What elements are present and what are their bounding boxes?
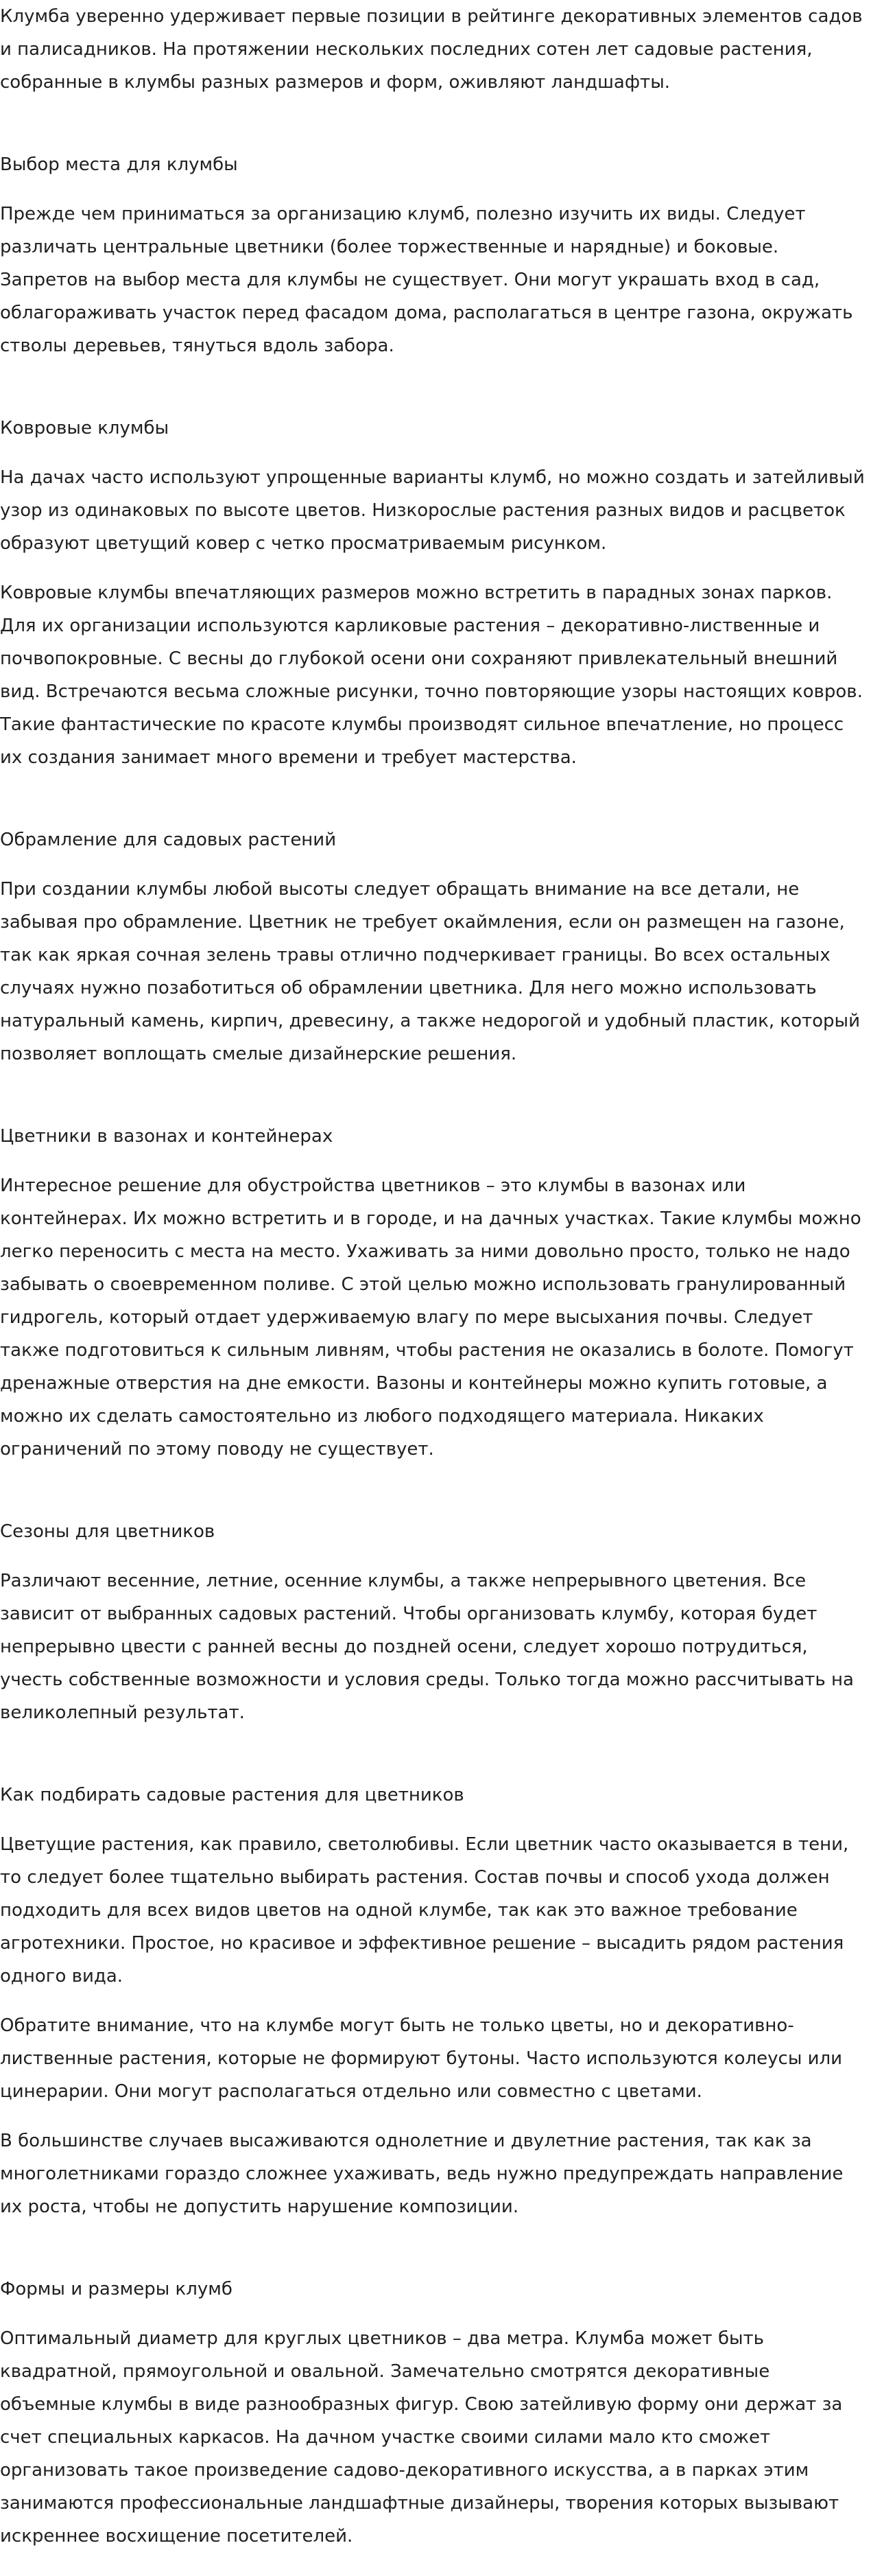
section-heading: Сезоны для цветников [0, 1521, 215, 1542]
section-bed-location [0, 148, 870, 362]
article-intro [0, 0, 870, 99]
section-paragraph: На дачах часто используют упрощенные варианты клумб, но можно создать и затейливый узор из одинаковых по высоте цветов. Низкорослые растения разных видов и расцветок образуют цветущий ковер с четко просматриваемым рисунком. [0, 467, 865, 554]
section-heading: Выбор места для клумбы [0, 154, 238, 175]
section-paragraph: Ковровые клумбы впечатляющих размеров можно встретить в парадных зонах парков. Для их организации используются карликовые растения – декоративно-лиственные и почвопокровные. С весны до глубокой осени они сохраняют привлекательный внешний вид. Встречаются весьма сложные рисунки, точно повторяющие узоры настоящих ковров. Такие фантастические по красоте клумбы производят сильное впечатление, но процесс их создания занимает много времени и требует мастерства. [0, 583, 863, 768]
section-containers [0, 1120, 870, 1466]
section-paragraph: Интересное решение для обустройства цветников – это клумбы в вазонах или контейнерах. Их можно встретить и в городе, и на дачных участках. Такие клумбы можно легко переносить с места на место. Ухаживать за ними довольно просто, только не надо забывать о своевременном поливе. С этой целью можно использовать гранулированный гидрогель, который отдает удерживаемую влагу по мере высыхания почвы. Следует также подготовиться к сильным ливням, чтобы растения не оказались в болоте. Помогут дренажные отверстия на дне емкости. Вазоны и контейнеры можно купить готовые, а можно их сделать самостоятельно из любого подходящего материала. Никаких ограничений по этому поводу не существует. [0, 1175, 861, 1460]
section-shapes-sizes [0, 2273, 870, 2553]
section-carpet-beds [0, 412, 870, 774]
section-paragraph: Оптимальный диаметр для круглых цветников – два метра. Клумба может быть квадратной, прямоугольной и овальной. Замечательно смотрятся декоративные объемные клумбы в виде разнообразных фигур. Свою затейливую форму они держат за счет специальных каркасов. На дачном участке своими силами мало кто сможет организовать такое произведение садово-декоративного искусства, а в парках этим занимаются профессиональные ландшафтные дизайнеры, творения которых вызывают искреннее восхищение посетителей. [0, 2328, 843, 2546]
section-paragraph: Прежде чем приниматься за организацию клумб, полезно изучить их виды. Следует различать центральные цветники (более торжественные и нарядные) и боковые. Запретов на выбор места для клумбы не существует. Они могут украшать вход в сад, облагораживать участок перед фасадом дома, располагаться в центре газона, окружать стволы деревьев, тянуться вдоль забора. [0, 204, 853, 356]
section-heading: Обрамление для садовых растений [0, 830, 337, 850]
section-paragraph: Цветущие растения, как правило, светолюбивы. Если цветник часто оказывается в тени, то следует более тщательно выбирать растения. Состав почвы и способ ухода должен подходить для всех видов цветов на одной клумбе, так как это важное требование агротехники. Простое, но красивое и эффективное решение – высадить рядом растения одного вида. [0, 1834, 849, 1987]
intro-paragraph: Клумба уверенно удерживает первые позиции в рейтинге декоративных элементов садов и палисадников. На протяжении нескольких последних сотен лет садовые растения, собранные в клумбы разных размеров и форм, оживляют ландшафты. [0, 6, 863, 93]
section-heading: Ковровые клумбы [0, 418, 169, 438]
section-choosing-plants [0, 1779, 870, 2223]
section-edging [0, 823, 870, 1070]
section-paragraph: Различают весенние, летние, осенние клумбы, а также непрерывного цветения. Все зависит от выбранных садовых растений. Чтобы организовать клумбу, которая будет непрерывно цвести с ранней весны до поздней осени, следует хорошо потрудиться, учесть собственные возможности и условия среды. Только тогда можно рассчитывать на великолепный результат. [0, 1571, 854, 1723]
section-paragraph: При создании клумбы любой высоты следует обращать внимание на все детали, не забывая про обрамление. Цветник не требует окаймления, если он размещен на газоне, так как яркая сочная зелень травы отлично подчеркивает границы. Во всех остальных случаях нужно позаботиться об обрамлении цветника. Для него можно использовать натуральный камень, кирпич, древесину, а также недорогой и удобный пластик, который позволяет воплощать смелые дизайнерские решения. [0, 879, 860, 1064]
section-seasons [0, 1515, 870, 1729]
section-paragraph: В большинстве случаев высаживаются однолетние и двулетние растения, так как за многолетниками гораздо сложнее ухаживать, ведь нужно предупреждать направление их роста, чтобы не допустить нарушение композиции. [0, 2131, 844, 2217]
section-heading: Формы и размеры клумб [0, 2279, 232, 2299]
section-heading: Как подбирать садовые растения для цветников [0, 1785, 464, 1805]
section-paragraph: Обратите внимание, что на клумбе могут быть не только цветы, но и декоративно-лиственные растения, которые не формируют бутоны. Часто используются колеусы или цинерарии. Они могут располагаться отдельно или совместно с цветами. [0, 2015, 843, 2102]
section-heading: Цветники в вазонах и контейнерах [0, 1126, 333, 1147]
